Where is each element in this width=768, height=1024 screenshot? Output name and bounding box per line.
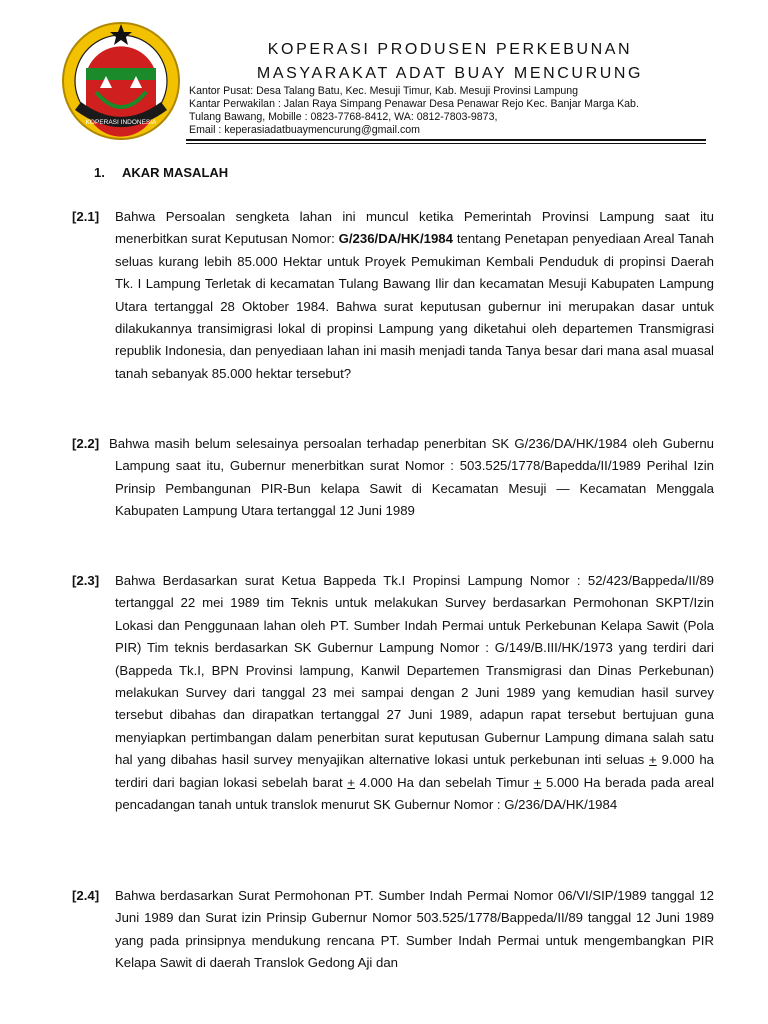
paragraph-text: 4.000 Ha dan sebelah Timur: [354, 774, 534, 790]
paragraph-text: tentang Penetapan penyediaan Areal Tanah seluas kurang lebih 85.000 Hektar untuk Proyek Pemukiman Kembali Penduduk di propinsi Daerah Tk. I Lampung Terletak di kecamatan Tulang Bawang Ilir dan kecamatan Mesuji Kabupaten Lampung Utara tertanggal 28 Oktober 1984. Bahwa surat keputusan gubernur ini merupakan dasar untuk dilakukannya transimigrasi lokal di propinsi Lampung yang diketahui oleh departemen Transmigrasi republik Indonesia, dan penyediaan lahan ini masih menjadi tanda Tanya besar dari mana asal muasal tanah sebanyak 85.000 hektar tersebut?: [115, 231, 714, 381]
address-email: Email : keperasiadatbuaymencurung@gmail.com: [189, 124, 420, 136]
paragraph-2-1: [72, 206, 714, 385]
paragraph-body: Bahwa berdasarkan Surat Permohonan PT. Sumber Indah Permai Nomor 06/VI/SIP/1989 tanggal 12 Juni 1989 dan Surat izin Prinsip Gubernur Nomor 503.525/1778/Bappeda/II/89 tanggal 12 Juni 1989 yang pada prinsipnya mendukung rencana PT. Sumber Indah Permai untuk mengembangkan PIR Kelapa Sawit di daerah Translok Gedong Aji dan: [115, 888, 714, 971]
section-number: 1.: [94, 165, 105, 180]
paragraph-body: Bahwa masih belum selesainya persoalan terhadap penerbitan SK G/236/DA/HK/1984 oleh Gubernu Lampung saat itu, Gubernur menerbitkan surat Nomor : 503.525/1778/Bapedda/II/1989 Perihal Izin Prinsip Pembangunan PIR-Bun kelapa Sawit di Kecamatan Mesuji — Kecamatan Menggala Kabupaten Lampung Utara tertanggal 12 Juni 1989: [109, 436, 714, 519]
paragraph-text: 5.000 Ha berada pada areal pencadangan tanah untuk translok menurut SK Gubernur Nomor : G/236/DA/HK/1984: [115, 774, 714, 813]
org-title-line-2: MASYARAKAT ADAT BUAY MENCURUNG: [256, 65, 644, 82]
cooperative-logo: [56, 14, 186, 144]
paragraph-tag: [2.4]: [72, 888, 100, 903]
section-title: AKAR MASALAH: [122, 165, 229, 180]
paragraph-tag: [2.1]: [72, 209, 100, 224]
decree-number: G/236/DA/HK/1984: [338, 231, 453, 247]
logo-text: KOPERASI INDONESIA: [85, 119, 157, 126]
paragraph-text: Bahwa Persoalan sengketa lahan ini muncul ketika Pemerintah Provinsi Lampung saat itu menerbitkan surat Keputusan Nomor:: [115, 209, 714, 247]
paragraph-text: Bahwa Berdasarkan surat Ketua Bappeda Tk.I Propinsi Lampung Nomor : 52/423/Bappeda/II/89 tertanggal 22 mei 1989 tim Teknis untuk melakukan Survey berdasarkan Permohonan SKPT/Izin Lokasi dan Penggunaan lahan oleh PT. Sumber Indah Permai untuk Perkebunan Kelapa Sawit (Pola PIR) Tim teknis berdasarkan SK Gubernur Lampung Nomor : G/149/B.III/HK/1973 yang terdiri dari (Bappeda Tk.I, BPN Provinsi lampung, Kanwil Departemen Transmigrasi dan Dinas Perkebunan) melakukan Survey dari tanggal 23 mei sampai dengan 2 Juni 1989 yang kemudian hasil survey tersebut dibahas dan dirapatkan tertanggal 27 Juni 1989, adapun rapat tersebut bertujuan guna menyiapkan pertimbangan dalam penerbitan surat keputusan Gubernur Lampung dimana salah satu hal yang dibahas hasil survey menyajikan alternative lokasi untuk perkebunan inti seluas: [115, 573, 714, 768]
section-heading: [94, 165, 228, 180]
paragraph-2-4: [72, 885, 714, 975]
paragraph-tag: [2.3]: [72, 573, 100, 588]
header-rule-thick: [186, 139, 706, 141]
plus-minus-sign: +: [533, 774, 542, 790]
paragraph-2-3: [72, 570, 714, 816]
paragraph-2-2: [72, 433, 714, 523]
paragraph-body: [115, 570, 714, 816]
address-head-office: Kantor Pusat: Desa Talang Batu, Kec. Mesuji Timur, Kab. Mesuji Provinsi Lampung: [189, 85, 579, 97]
header-rule-thin: [186, 143, 706, 144]
address-branch-office: Kantar Perwakilan : Jalan Raya Simpang Penawar Desa Penawar Rejo Kec. Banjar Marga Kab.: [189, 98, 639, 110]
paragraph-text: 9.000 ha terdiri dari bagian lokasi sebelah barat: [115, 752, 715, 790]
address-contact: Tulang Bawang, Mobille : 0823-7768-8412, WA: 0812-7803-9873,: [189, 111, 498, 123]
org-title-line-1: KOPERASI PRODUSEN PERKEBUNAN: [267, 41, 633, 58]
paragraph-tag: [2.2]: [72, 436, 100, 451]
plus-minus-sign: +: [347, 774, 355, 790]
paragraph-body: [115, 206, 714, 385]
plus-minus-sign: +: [649, 752, 657, 768]
